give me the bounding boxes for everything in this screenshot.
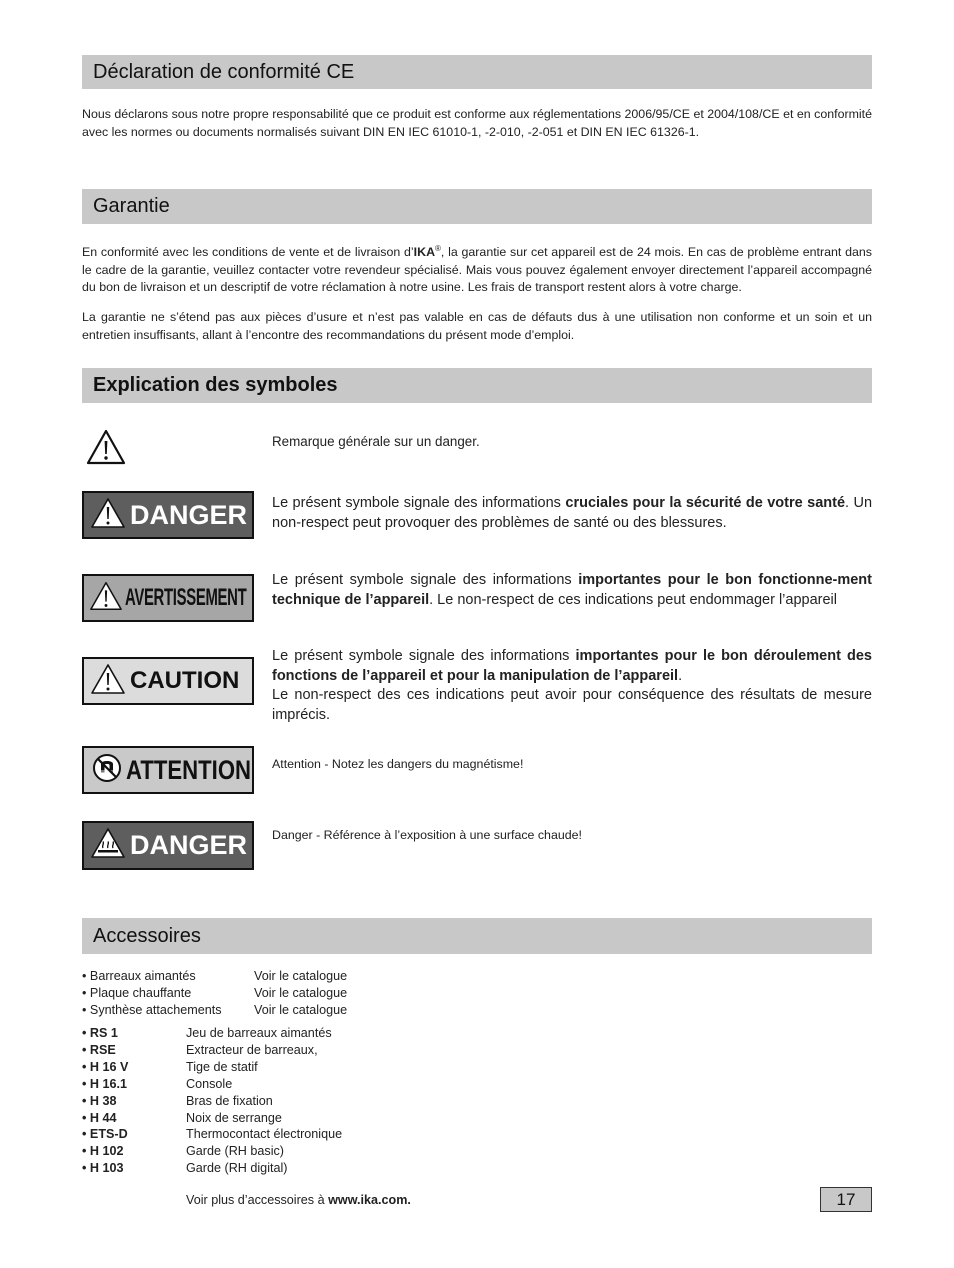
- item-desc: Console: [186, 1076, 233, 1091]
- section-title: Accessoires: [93, 924, 201, 947]
- section-title: Garantie: [93, 195, 170, 217]
- item-desc: Garde (RH digital): [186, 1161, 288, 1176]
- list-item: [82, 968, 347, 985]
- symbol-caution-text: [272, 647, 872, 725]
- list-item: [82, 985, 347, 1002]
- section-title: Explication des symboles: [93, 374, 338, 396]
- bullet: •: [82, 1093, 87, 1108]
- list-item: [82, 1143, 342, 1160]
- bullet: •: [82, 969, 87, 983]
- list-item: [82, 1160, 342, 1177]
- list-item: [82, 1110, 342, 1127]
- section-header-accessoires: [82, 918, 872, 954]
- item-desc: Noix de serrange: [186, 1110, 282, 1125]
- avertissement-badge: [82, 574, 254, 622]
- item-code: H 16.1: [89, 1076, 128, 1091]
- warning-triangle-icon: [89, 580, 123, 617]
- danger-hot-label: DANGER: [130, 830, 248, 860]
- item-code: H 38: [89, 1093, 117, 1108]
- item-code: RSE: [89, 1042, 116, 1057]
- symbol-hot-surface-text: Danger - Référence à l’exposition à une surface chaude!: [272, 828, 582, 842]
- item-desc: Thermocontact électronique: [186, 1127, 343, 1142]
- symbol-danger-text: [272, 494, 872, 533]
- garantie-paragraph-1: [82, 240, 872, 297]
- item-name: Synthèse attachements: [89, 1002, 222, 1017]
- list-item: [82, 1059, 342, 1076]
- text-run: Le présent symbole signale des informations: [272, 648, 576, 664]
- item-code: H 102: [89, 1144, 124, 1159]
- text-run: . Le non-respect de ces indications peut endommager l’appareil: [429, 591, 837, 608]
- page-number: [820, 1187, 872, 1212]
- list-item: [82, 1002, 347, 1019]
- item-ref: Voir le catalogue: [254, 1002, 348, 1017]
- website-link[interactable]: www.ika.com.: [328, 1193, 411, 1207]
- bullet: •: [82, 1161, 87, 1176]
- item-ref: Voir le catalogue: [254, 985, 348, 1000]
- item-name: Barreaux aimantés: [89, 969, 196, 983]
- warning-triangle-icon: [86, 428, 126, 471]
- text-run: .: [678, 667, 683, 684]
- item-code: H 16 V: [89, 1059, 129, 1074]
- item-desc: Bras de fixation: [186, 1093, 273, 1108]
- item-code: RS 1: [89, 1026, 118, 1040]
- attention-label: ATTENTION: [126, 754, 252, 785]
- declaration-text: Nous déclarons sous notre propre responsabilité que ce produit est conforme aux réglementations 2006/95/CE et 2004/108/CE et en conformité avec les normes ou documents normalisés suivant DIN EN IEC 61010-1, -2-010, -2-051 et DIN EN IEC 61326-1.: [82, 107, 872, 139]
- symbol-general-text: Remarque générale sur un danger.: [272, 434, 480, 449]
- caution-label: CAUTION: [130, 667, 240, 694]
- bullet: •: [82, 1144, 87, 1159]
- attention-badge: [82, 746, 254, 794]
- text-bold: importantes pour le bon fonctionne-ment technique de l’appareil: [272, 572, 872, 608]
- text-run: Voir plus d’accessoires à: [186, 1193, 329, 1207]
- text-bold: importantes pour le bon déroulement des fonctions de l’appareil et pour la manipulation de l’appareil: [272, 648, 872, 684]
- bullet: •: [82, 1076, 87, 1091]
- item-code: H 103: [89, 1161, 124, 1176]
- warning-triangle-icon: [90, 497, 126, 534]
- bullet: •: [82, 1042, 87, 1057]
- section-header-declaration: [82, 55, 872, 89]
- item-desc: Jeu de barreaux aimantés: [186, 1026, 332, 1040]
- symbol-attention-text: Attention - Notez les dangers du magnétisme!: [272, 757, 524, 771]
- item-code: ETS-D: [89, 1127, 128, 1142]
- warning-triangle-icon: [90, 663, 126, 700]
- text-run: , la garantie sur cet appareil est de 24 mois. En cas de problème entrant dans le cadre de la garantie, veuillez contacter votre revendeur spécialisé. Mais vous pouvez également envoyer directement l’appareil accompagné du bon de livraison et un descriptif de votre réclamation à notre usine. Les frais de transport restent alors à votre charge.: [82, 245, 872, 295]
- list-item: [82, 1025, 342, 1042]
- item-desc: Extracteur de barreaux,: [186, 1042, 318, 1057]
- garantie-paragraph-2: La garantie ne s’étend pas aux pièces d’usure et n’est pas valable en cas de défauts dus à une utilisation non conforme et un soin et un entretien insuffisants, allant à l’encontre des recommandations du présent mode d’emploi.: [82, 310, 872, 342]
- bullet: •: [82, 1110, 87, 1125]
- text-run: Le présent symbole signale des informations: [272, 495, 566, 511]
- bullet: •: [82, 985, 87, 1000]
- danger-badge: [82, 491, 254, 539]
- bullet: •: [82, 1059, 87, 1074]
- section-title: Déclaration de conformité CE: [93, 60, 355, 83]
- text-run: Le présent symbole signale des informations: [272, 572, 579, 588]
- more-accessories-note: [186, 1193, 411, 1207]
- section-header-symboles: [82, 368, 872, 403]
- section-header-garantie: [82, 189, 872, 224]
- bullet: •: [82, 1127, 87, 1142]
- accessories-general-list: [82, 968, 347, 1019]
- text-run: Le non-respect des ces indications peut avoir pour conséquence des résultats de mesure imprécis.: [272, 687, 872, 723]
- bullet: •: [82, 1026, 87, 1040]
- item-name: Plaque chauffante: [89, 985, 192, 1000]
- item-code: H 44: [89, 1110, 117, 1125]
- caution-badge: [82, 657, 254, 705]
- page-number-text: 17: [836, 1189, 856, 1209]
- avertissement-label: AVERTISSEMENT: [125, 584, 247, 611]
- danger-label: DANGER: [130, 499, 248, 530]
- item-ref: Voir le catalogue: [254, 969, 348, 983]
- list-item: [82, 1076, 342, 1093]
- item-desc: Tige de statif: [186, 1059, 258, 1074]
- symbol-avertissement-text: [272, 571, 872, 610]
- hot-surface-icon: [90, 827, 126, 864]
- item-desc: Garde (RH basic): [186, 1144, 284, 1159]
- registered-mark: ®: [435, 244, 441, 253]
- list-item: [82, 1042, 342, 1059]
- text-run: En conformité avec les conditions de vente et de livraison d’: [82, 245, 414, 260]
- accessories-items-list: [82, 1025, 342, 1177]
- text-bold: cruciales pour la sécurité de votre santé: [565, 495, 846, 511]
- bullet: •: [82, 1002, 87, 1017]
- list-item: [82, 1126, 342, 1143]
- list-item: [82, 1093, 342, 1110]
- danger-hot-surface-badge: [82, 821, 254, 870]
- text-run: . Un non-respect peut provoquer des problèmes de santé ou des blessures.: [272, 495, 873, 531]
- magnet-hazard-icon: [92, 753, 122, 788]
- brand-ika: IKA: [413, 245, 436, 260]
